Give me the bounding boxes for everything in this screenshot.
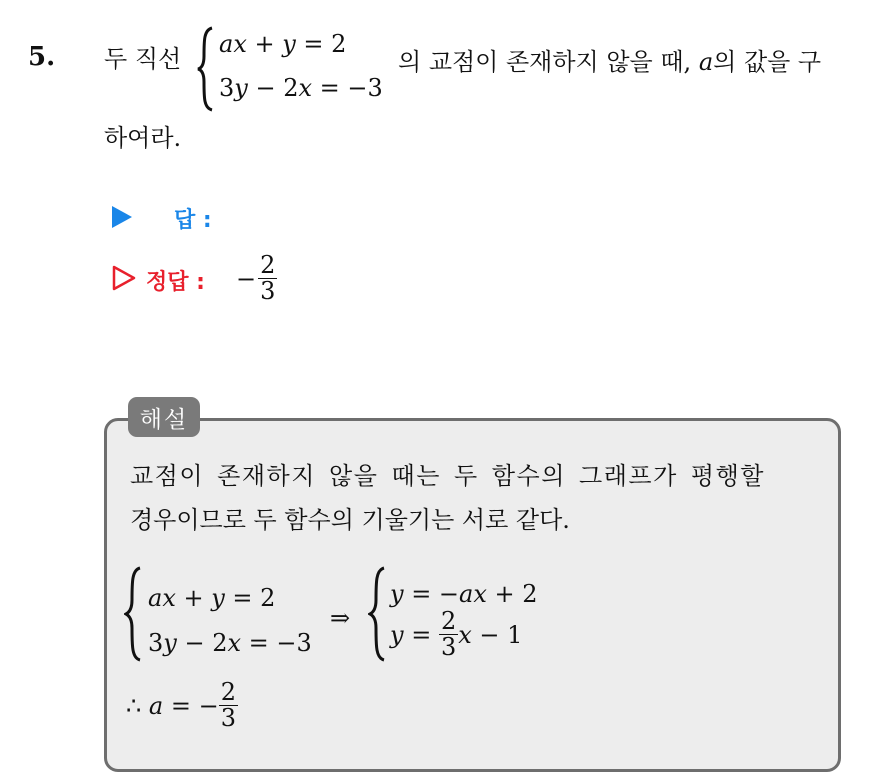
minus-2: − 2 [176, 629, 228, 657]
coef-3: 3 [219, 74, 235, 102]
problem-system-eq1 [219, 32, 346, 56]
solution-line2: 경우이므로 두 함수의 기울기는 서로 같다. [130, 506, 570, 534]
var-x: x [298, 74, 313, 102]
var-y: y [390, 620, 404, 649]
solution-system1-eq2 [148, 629, 312, 657]
solution-system2-eq2 [390, 609, 522, 660]
problem-number: 5. [28, 42, 56, 72]
fraction [219, 680, 238, 731]
plus-sign: + [175, 584, 212, 612]
left-brace-icon [196, 26, 216, 112]
problem-line2: 하여라. [104, 124, 182, 152]
rhs: + 2 [486, 580, 538, 608]
solution-system1-eq1 [148, 584, 275, 612]
var-x: x [458, 620, 472, 649]
left-brace-icon [124, 566, 144, 662]
rhs: − 1 [471, 620, 523, 649]
var-y: y [211, 584, 225, 612]
denominator: 3 [220, 704, 236, 733]
var-y: y [390, 580, 404, 608]
therefore-icon: ∴ [126, 691, 149, 720]
solution-line1: 교점이 존재하지 않을 때는 두 함수의 그래프가 평행할 [130, 462, 765, 490]
solution-system2-eq1 [390, 580, 538, 608]
plus-sign: + [246, 30, 283, 58]
coef-3: 3 [148, 629, 164, 657]
answer-label: 답 : [174, 208, 212, 233]
var-x: x [473, 580, 487, 608]
var-y: y [163, 629, 177, 657]
var-a: a [459, 580, 474, 608]
solution-conclusion [126, 680, 238, 731]
play-triangle-icon [112, 206, 132, 228]
numerator: 2 [440, 607, 457, 635]
fraction [258, 253, 277, 304]
var-a: a [219, 30, 234, 58]
var-a: a [148, 584, 163, 612]
rhs: = −3 [312, 74, 383, 102]
rhs: = 2 [224, 584, 276, 612]
eq-minus: = − [403, 580, 460, 608]
implies-arrow-icon: ⇒ [330, 604, 351, 632]
solution-tab: 해설 [128, 397, 200, 437]
var-x: x [227, 629, 242, 657]
left-brace-icon [368, 566, 388, 662]
var-a: a [148, 691, 164, 720]
denominator: 3 [260, 277, 276, 306]
var-x: x [233, 30, 247, 58]
problem-prefix: 두 직선 [104, 45, 182, 73]
var-x: x [162, 584, 176, 612]
suffix-text-2: 의 값을 구 [713, 48, 822, 76]
var-y: y [282, 30, 296, 58]
rhs: = −3 [241, 629, 312, 657]
eq-minus: = − [163, 691, 219, 720]
numerator: 2 [220, 678, 236, 706]
var-a: a [698, 48, 714, 76]
suffix-text-1: 의 교점이 존재하지 않을 때, [398, 48, 692, 76]
correct-answer-value [236, 253, 277, 304]
numerator: 2 [260, 251, 276, 279]
rhs: = 2 [295, 30, 347, 58]
problem-suffix [398, 50, 821, 74]
correct-answer-label: 정답 : [146, 270, 205, 295]
problem-system-eq2 [219, 76, 383, 100]
minus-2: − 2 [247, 74, 299, 102]
var-y: y [234, 74, 248, 102]
minus-sign: − [236, 264, 257, 293]
denominator: 3 [440, 633, 457, 662]
equals: = [403, 620, 439, 649]
fraction [439, 609, 458, 660]
outline-triangle-icon [112, 265, 136, 291]
